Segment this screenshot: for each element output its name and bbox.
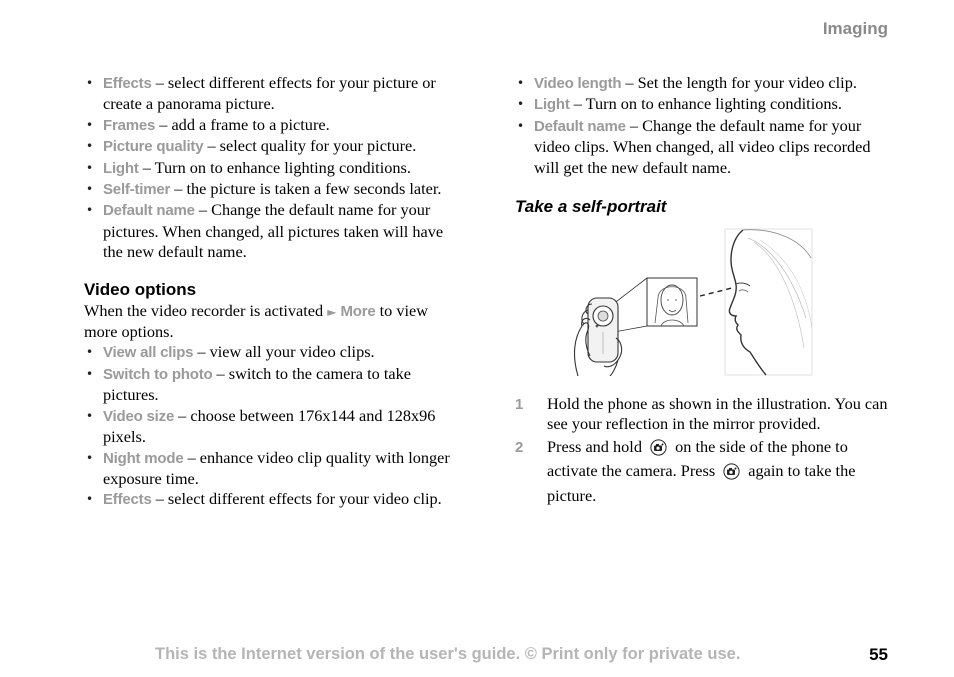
option-term: Frames [103,116,156,134]
list-item [84,342,464,363]
option-term: Self-timer [103,181,171,199]
option-text: – choose between 176x144 and 128x96 pixels. [103,405,436,447]
option-term: Default name [103,202,195,220]
step-text: Hold the phone as shown in the illustration. You can see your reflection in the mirror provided. [547,394,888,434]
step-1 [515,394,895,435]
option-text: – view all your video clips. [193,342,375,362]
list-item [84,364,464,406]
step-text-before: Press and hold [547,436,647,456]
camera-key-icon [723,463,740,485]
video-options-list [84,342,464,510]
left-column [84,73,464,511]
list-item [84,200,464,262]
list-item [84,73,464,115]
list-item [515,94,895,115]
self-portrait-heading: Take a self-portrait [515,197,667,217]
list-item [84,406,464,448]
running-header: Imaging [822,19,888,38]
arrow-right-icon: ► [327,304,337,319]
option-text: – select quality for your picture. [203,136,417,156]
option-term: Effects [103,491,152,509]
camera-key-icon [650,439,667,461]
more-term: More [340,302,376,320]
step-text-middle: on the side of the phone to activate the camera. Press [547,436,848,481]
option-term: View all clips [103,344,194,362]
right-column [515,73,895,218]
list-item [84,448,464,490]
option-text: – enhance video clip quality with longer exposure time. [103,447,450,488]
option-text: – Turn on to enhance lighting conditions. [138,157,411,177]
option-text: – Change the default name for your video clips. When changed, all video clips recorded will get the new default name. [534,115,871,177]
option-text: – add a frame to a picture. [155,114,330,134]
option-term: Video size [103,407,175,425]
option-term: Night mode [103,449,184,467]
list-item [84,489,464,510]
option-text: – Turn on to enhance lighting conditions. [569,94,842,114]
self-portrait-illustration-icon [568,228,813,376]
option-term: Light [534,96,570,114]
list-item [84,179,464,200]
video-options-list-continued [515,73,895,178]
page-number: 55 [869,645,888,664]
option-term: Default name [534,117,626,135]
option-term: Switch to photo [103,365,213,383]
intro-text-end: to view more options. [84,300,429,342]
step-2 [515,437,895,506]
video-options-intro [84,301,464,343]
option-term: Picture quality [103,138,204,156]
step-text-after: again to take the picture. [547,461,856,505]
self-portrait-steps [515,394,895,508]
step-number: 2 [515,438,524,456]
footer-note: This is the Internet version of the user's guide. © Print only for private use. [155,645,741,663]
option-text: – Set the length for your video clip. [621,73,857,92]
self-portrait-illustration [568,228,813,376]
option-text: – Change the default name for your pictures. When changed, all pictures taken will have the new default name. [103,200,444,262]
option-term: Video length [534,75,622,92]
picture-options-list [84,73,464,263]
list-item [84,158,464,179]
list-item [515,73,895,94]
option-text: – switch to the camera to take pictures. [103,363,411,405]
option-term: Light [103,159,139,177]
list-item [84,115,464,136]
intro-text: When the video recorder is activated [84,300,328,320]
list-item [515,116,895,178]
video-options-heading: Video options [84,279,197,299]
option-text: – the picture is taken a few seconds later. [170,179,442,199]
option-text: – select different effects for your picture or create a panorama picture. [103,73,436,114]
list-item [84,136,464,157]
step-number: 1 [515,396,524,413]
option-term: Effects [103,75,152,92]
option-text: – select different effects for your video clip. [151,489,442,509]
